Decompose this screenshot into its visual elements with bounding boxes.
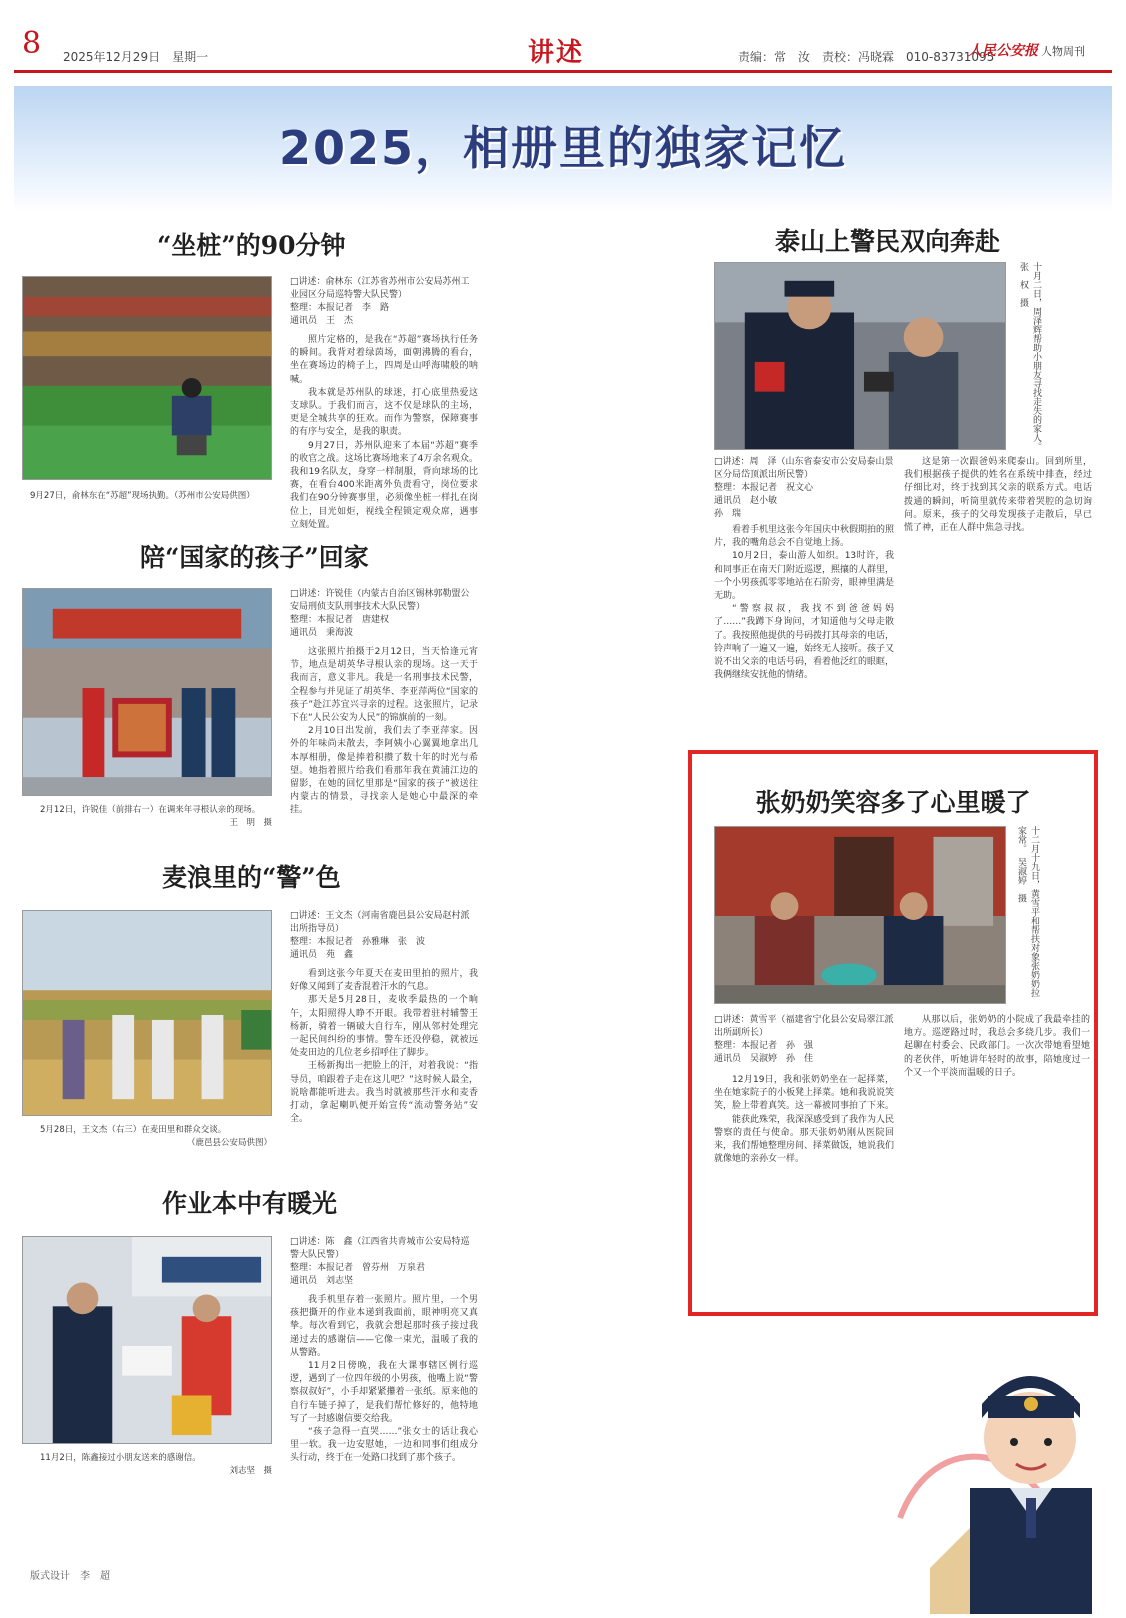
page-header [0, 0, 1126, 90]
paragraph: 11月2日傍晚，我在大课事辖区例行巡逻，遇到了一位四年级的小男孩，他嘴上说“警察叔叔好”，小手却紧紧攥着一张纸。原来他的自行车链子掉了，是我们帮忙修好的，他特地写了一封感谢信要交给我。 [290, 1361, 478, 1424]
header-rule [14, 70, 1112, 73]
article-title-guojia: 陪“国家的孩子”回家 [140, 543, 369, 572]
paragraph: 能获此殊荣，我深深感受到了我作为人民警察的责任与使命。那天张奶奶刚从医院回来，我们帮她整理房间、择菜做饭，她说我们就像她的亲孙女一样。 [714, 1114, 895, 1165]
police-mascot-illustration [890, 1318, 1120, 1614]
byline-narrator: □讲述：俞林东（江苏省苏州市公安局苏州工业园区分局巡特警大队民警） [290, 277, 470, 300]
paragraph: 12月19日，我和张奶奶坐在一起择菜，坐在她家院子的小板凳上择菜。她和我说说笑笑，脸上带着真笑。这一幕被同事拍了下来。 [714, 1075, 895, 1112]
caption-text: 11月2日，陈鑫接过小朋友送来的感谢信。 [40, 1453, 201, 1463]
photo-grandma [714, 826, 1006, 1004]
photo-caption [40, 804, 272, 830]
byline-correspondent: 通讯员 王 杰 [290, 316, 354, 326]
article-body [714, 1074, 894, 1306]
article-byline [290, 1236, 478, 1288]
article-byline [714, 456, 894, 521]
paragraph: 王杨新掏出一把脸上的汗，对着我说：“指导员，咱跟着子走在这儿吧？”这时候人最全，说啥都能听进去。我当时就被那些汗水和麦香打动，拿起喇叭便开始宣传“流动警务站”安全。 [290, 1061, 478, 1125]
byline-editor: 整理：本报记者 孙雅琳 张 波 [290, 937, 426, 947]
byline-editor: 整理：本报记者 曾芬州 万泉君 [290, 1263, 426, 1273]
photo-reunion [22, 588, 272, 796]
byline-narrator: □讲述：黄雪平（福建省宁化县公安局翠江派出所副所长） [714, 1015, 894, 1038]
byline-editor: 整理：本报记者 祝文心 [714, 483, 814, 493]
paragraph: 2月10日出发前，我们去了李亚萍家。因外的年味尚未散去，李阿姨小心翼翼地拿出几本厚相册，像是捧着积攒了数十年的时光与希望。她指着照片给我们看那年我在黄浦江边的留影，在她的回忆里那是“国家的孩子”被送往内蒙古的情景，寻找亲人是她心中最深的牵挂。 [290, 726, 478, 816]
newspaper-logo [968, 40, 1085, 60]
article-byline [290, 910, 478, 962]
banner-title: 2025，相册里的独家记忆 [278, 121, 848, 175]
paragraph: 10月2日，泰山游人如织。13时许，我和同事正在南天门附近巡逻，熙攘的人群里，一个小男孩孤零零地站在石阶旁，眼神里满是无助。 [714, 551, 895, 602]
article-body-continued [904, 1014, 1090, 1306]
byline-correspondent: 通讯员 苑 鑫 [290, 950, 354, 960]
layout-credit: 版式设计 李 超 [30, 1571, 110, 1582]
byline-correspondent: 通讯员 秉海波 [290, 628, 354, 638]
article-body [714, 524, 894, 738]
photo-caption-vertical: 十月二日，周泽辉帮助小朋友寻找走失的家人。 张 权 摄 [1018, 262, 1041, 456]
paragraph: 看着手机里这张今年国庆中秋假期拍的照片，我的嘴角总会不自觉地上扬。 [714, 525, 895, 549]
paragraph: 照片定格的，是我在“苏超”赛场执行任务的瞬间。我背对着绿茵场，面朝沸腾的看台，坐在赛场边的椅子上，四周是山呼海啸般的呐喊。 [290, 335, 478, 385]
photo-caption: 9月27日，俞林东在“苏超”现场执勤。（苏州市公安局供图） [30, 491, 255, 501]
article-title-mailang: 麦浪里的“警”色 [162, 863, 341, 892]
page-banner [14, 86, 1112, 212]
byline-correspondent: 通讯员 吴淑婷 孙 佳 [714, 1054, 814, 1064]
photo-taishan [714, 262, 1006, 450]
logo-subtitle: 人物周刊 [1041, 45, 1085, 58]
byline-correspondent: 孙 瑞 [714, 509, 742, 519]
photo-caption-vertical: 十二月十九日，黄雪平和帮扶对象张奶奶拉家常。 吴淑婷 摄 [1016, 826, 1039, 997]
paragraph: “孩子急得一直哭……”张女士的话让我心里一软。我一边安慰她，一边和同事们组成分头行动，终于在一处路口找到了那个孩子。 [290, 1427, 478, 1464]
caption-text: 2月12日，许锐佳（前排右一）在调来年寻根认亲的现场。 [40, 805, 261, 815]
article-body-continued [904, 456, 1092, 738]
paragraph: 那天是5月28日，麦收季最热的一个晌午，太阳照得人睁不开眼。我带着驻村辅警王杨新，骑着一辆破大自行车，刚从邻村处理完一起民间纠纷的事情。警车还没停稳，就被远处麦田边的几位老乡招呼住了脚步。 [290, 995, 478, 1059]
byline-narrator: □讲述：陈 鑫（江西省共青城市公安局特巡警大队民警） [290, 1237, 470, 1260]
byline-narrator: □讲述：周 泽（山东省泰安市公安局泰山景区分局岱顶派出所民警） [714, 457, 894, 480]
photo-caption [40, 1124, 272, 1150]
article-title-zuozhuang: “坐桩”的90分钟 [157, 231, 346, 260]
photo-wheatfield [22, 910, 272, 1116]
paragraph: 我本就是苏州队的球迷，打心底里热爱这支球队。于我们而言，这不仅是球队的主场，更是全城共享的狂欢。而作为警察，保障赛事的有序与安全，是我的职责。 [290, 387, 478, 438]
article-body [290, 968, 478, 1144]
article-body [290, 334, 478, 530]
paragraph: 看到这张今年夏天在麦田里拍的照片，我好像又闻到了麦香混着汗水的气息。 [290, 969, 478, 993]
paragraph: 这张照片拍摄于2月12日，当天恰逢元宵节，地点是胡英华寻根认亲的现场。这一天于我而言，意义非凡。我是一名刑事技术民警，全程参与并见证了胡英华、李亚萍两位“国家的孩子”赴江苏宜兴寻亲的过程。这张照片，记录下在“人民公安为人民”的锦旗前的一刻。 [290, 647, 478, 724]
article-title-taishan: 泰山上警民双向奔赴 [775, 227, 1001, 256]
article-title-zuoyeben: 作业本中有暖光 [162, 1189, 338, 1218]
photo-credit: （鹿邑县公安局供图） [186, 1138, 272, 1148]
section-name: 讲述 [528, 38, 585, 68]
photo-stadium [22, 276, 272, 480]
caption-text: 5月28日，王文杰（右三）在麦田里和群众交谈。 [40, 1125, 227, 1135]
paragraph: “警察叔叔，我找不到爸爸妈妈了……”我蹲下身询问，才知道他与父母走散了。我按照他提供的号码拨打其母亲的电话，铃声响了一遍又一遍，始终无人接听。孩子又说不出父亲的电话号码，看着他泛红的眼眶，我俩继续安抚他的情绪。 [714, 604, 895, 681]
photo-credit: 刘志坚 摄 [229, 1466, 272, 1476]
byline-editor: 整理：本报记者 孙 强 [714, 1041, 814, 1051]
photo-thankyou-letter [22, 1236, 272, 1444]
paragraph: 9月27日，苏州队迎来了本届“苏超”赛季的收官之战。这场比赛场地来了4万余名观众。我和19名队友，身穿一样制服，背向球场的比赛，在看台400米距离外负责看守，岗位要求我们在90分钟赛事里，必须像坐桩一样扎在岗位上，目光如炬，视线全程锁定观众席，遇事立刻处置。 [290, 440, 478, 530]
byline-narrator: □讲述：王文杰（河南省鹿邑县公安局赵村派出所指导员） [290, 911, 470, 934]
article-byline [290, 588, 478, 640]
byline-correspondent: 通讯员 赵小敏 [714, 496, 778, 506]
editor-credits: 责编：常 汝 责校：冯晓霖 010-83731095 [738, 50, 995, 64]
article-title-zhangnainai: 张奶奶笑容多了心里暖了 [755, 788, 1031, 817]
article-body [290, 1294, 478, 1466]
byline-editor: 整理：本报记者 唐建权 [290, 615, 390, 625]
photo-credit: 王 明 摄 [229, 818, 272, 828]
paragraph: 这是第一次跟爸妈来爬泰山。回到所里，我们根据孩子提供的姓名在系统中排查，经过仔细比对，终于找到其父亲的联系方式。电话拨通的瞬间，听筒里就传来带着哭腔的急切询问。原来，孩子的父母发现孩子走散后，早已慌了神，正在人群中焦急寻找。 [904, 457, 1092, 534]
byline-correspondent: 通讯员 刘志坚 [290, 1276, 354, 1286]
article-body [290, 646, 478, 824]
byline-narrator: □讲述：许锐佳（内蒙古自治区锡林郭勒盟公安局刑侦支队刑事技术大队民警） [290, 589, 470, 612]
photo-caption [40, 1452, 272, 1478]
paragraph: 从那以后，张奶奶的小院成了我最牵挂的地方。巡逻路过时，我总会多绕几步。我们一起聊在村委会、民政部门。一次次带她看望她的老伙伴，听她讲年轻时的故事，陪她度过一个又一个平淡而温暖的日子。 [904, 1015, 1090, 1078]
article-byline [714, 1014, 894, 1066]
logo-text: 人民公安报 [968, 43, 1038, 59]
page-number: 8 [22, 26, 42, 61]
issue-date: 2025年12月29日 星期一 [63, 50, 209, 64]
article-byline [290, 276, 478, 328]
paragraph: 我手机里存着一张照片。照片里，一个男孩把撕开的作业本递到我面前，眼神明亮又真挚。每次看到它，我就会想起那时孩子接过我递过去的感谢信——它像一束光，温暖了我的从警路。 [290, 1295, 478, 1358]
byline-editor: 整理：本报记者 李 路 [290, 303, 390, 313]
